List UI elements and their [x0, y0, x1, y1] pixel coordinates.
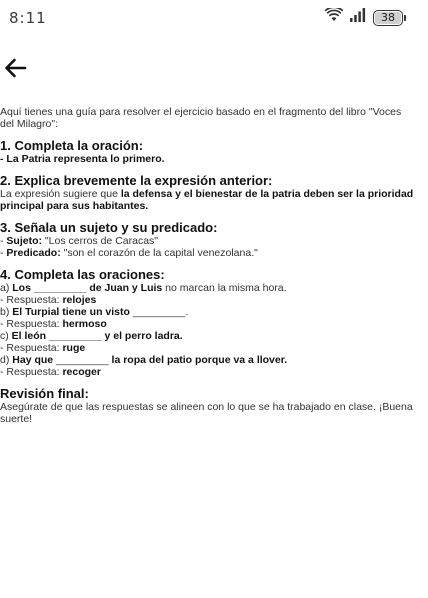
- battery-level: 38: [375, 12, 401, 24]
- status-time: 8:11: [9, 9, 47, 27]
- item-d: d) Hay que _________ la ropa del patio porque va a llover.: [0, 354, 288, 366]
- status-bar: [0, 0, 428, 36]
- review-section: [0, 387, 418, 425]
- item-b: b) El Turpial tiene un visto _________.: [0, 306, 189, 318]
- answer-d: - Respuesta: recoger: [0, 366, 101, 378]
- answer-c: - Respuesta: ruge: [0, 342, 86, 354]
- signal-icon: [349, 8, 367, 27]
- answer-a: - Respuesta: relojes: [0, 294, 97, 306]
- predicate-line: - Predicado: "son el corazón de la capital venezolana.": [0, 247, 258, 259]
- battery-icon: [373, 10, 406, 26]
- section-1: [0, 139, 418, 165]
- section-4-title: 4. Completa las oraciones:: [0, 267, 165, 282]
- section-1-title: 1. Completa la oración:: [0, 138, 144, 153]
- review-title: Revisión final:: [0, 386, 89, 401]
- section-4: [0, 268, 418, 378]
- section-2: [0, 174, 418, 212]
- section-2-title: 2. Explica brevemente la expresión anterior:: [0, 173, 273, 188]
- status-icons: [325, 8, 406, 27]
- intro-text: Aquí tienes una guía para resolver el ejercicio basado en el fragmento del libro "Voces del Milagro":: [0, 106, 402, 130]
- chat-response: [0, 106, 418, 425]
- section-2-text: La expresión sugiere que la defensa y el bienestar de la patria deben ser la prioridad principal para sus habitantes.: [0, 188, 414, 212]
- answer-b: - Respuesta: hermoso: [0, 318, 107, 330]
- section-1-line: - La Patria representa lo primero.: [0, 153, 165, 165]
- back-arrow-icon[interactable]: [3, 56, 29, 80]
- section-3: [0, 221, 418, 259]
- item-a: a) Los _________ de Juan y Luis no marcan la misma hora.: [0, 282, 287, 294]
- item-c: c) El león _________ y el perro ladra.: [0, 330, 183, 342]
- subject-line: - Sujeto: "Los cerros de Caracas": [0, 235, 159, 247]
- section-3-title: 3. Señala un sujeto y su predicado:: [0, 220, 218, 235]
- review-text: Asegúrate de que las respuestas se alineen con lo que se ha trabajado en clase. ¡Buena suerte!: [0, 401, 413, 425]
- wifi-icon: [325, 8, 343, 27]
